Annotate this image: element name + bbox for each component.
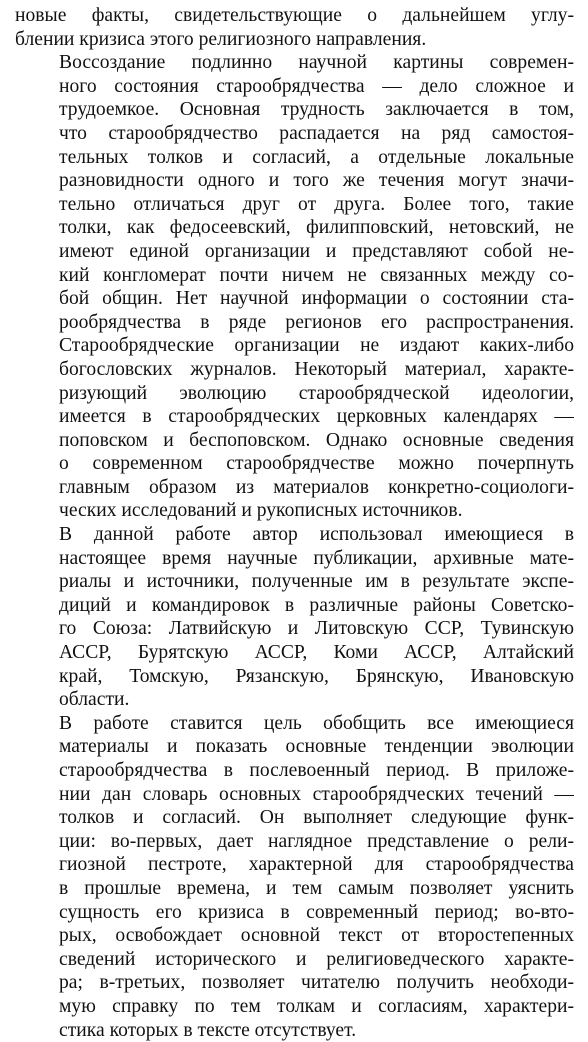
text-line: имеется в старообрядческих церковных календарях —	[59, 406, 574, 428]
text-line: трудоемкое. Основная трудность заключается в том,	[59, 99, 574, 121]
text-line: толки, как федосеевский, филипповский, нетовский, не	[59, 217, 574, 239]
text-line: ческих исследований и рукописных источников.	[59, 500, 463, 522]
text-line: гиозной пестроте, характерной для старообрядчества	[59, 854, 574, 876]
text-line: риалы и источники, полученные им в результате экспе-	[59, 571, 574, 593]
text-line: настоящее время научные публикации, архивные мате-	[59, 547, 574, 569]
text-line: в прошлые времена, и тем самым позволяет уяснить	[59, 877, 574, 899]
text-line: Старообрядческие организации не издают каких-либо	[59, 335, 574, 357]
text-line: области.	[59, 689, 130, 711]
text-line: ризующий эволюцию старообрядческой идеологии,	[59, 382, 574, 404]
text-line: край, Томскую, Рязанскую, Брянскую, Ивановскую	[59, 665, 574, 687]
text-line: диций и командировок в различные районы Советско-	[59, 594, 574, 616]
text-line: о современном старообрядчестве можно почерпнуть	[59, 453, 574, 475]
text-line: новые факты, свидетельствующие о дальнейшем углу-	[15, 5, 574, 26]
text-line: рых, освобождает основной текст от второстепенных	[59, 925, 574, 947]
text-line: сущность его кризиса в современный период; во-вто-	[59, 901, 574, 923]
text-line: Воссоздание подлинно научной картины современ-	[59, 52, 574, 74]
text-line: материалы и показать основные тенденции эволюции	[59, 736, 574, 758]
text-line: ного состояния старообрядчества — дело сложное и	[59, 75, 574, 97]
text-line: блении кризиса этого религиозного направления.	[15, 28, 427, 50]
text-line: старообрядчества в послевоенный период. В приложе-	[59, 760, 574, 781]
paragraph-2	[15, 51, 574, 523]
text-line: имеют единой организации и представляют собой не-	[59, 240, 574, 262]
text-line: го Союза: Латвийскую и Литовскую ССР, Тувинскую	[59, 618, 574, 640]
text-line: нии дан словарь основных старообрядческих течений —	[59, 783, 574, 805]
text-line: кий конгломерат почти ничем не связанных между со-	[59, 264, 574, 286]
text-line: В работе ставится цель обобщить все имеющиеся	[59, 712, 574, 734]
paragraph-3	[15, 523, 574, 712]
text-line: рообрядчества в ряде регионов его распространения.	[59, 311, 574, 333]
text-line: бой общин. Нет научной информации о состоянии ста-	[59, 288, 574, 310]
text-line: АССР, Бурятскую АССР, Коми АССР, Алтайский	[59, 642, 574, 664]
text-line: стика которых в тексте отсутствует.	[59, 1019, 357, 1041]
text-line: богословских журналов. Некоторый материал, характе-	[59, 358, 574, 380]
text-line: главным образом из материалов конкретно-социологи-	[59, 476, 574, 498]
text-line: разновидности одного и того же течения могут значи-	[59, 170, 574, 192]
text-line: поповском и беспоповском. Однако основные сведения	[59, 429, 574, 451]
text-line: мую справку по тем толкам и согласиям, характери-	[59, 995, 574, 1017]
paragraph-1	[15, 4, 574, 51]
text-line: ра; в-третьих, позволяет читателю получить необходи-	[59, 972, 574, 994]
paragraph-4	[15, 712, 574, 1042]
text-line: ции: во-первых, дает наглядное представление о рели-	[59, 830, 574, 852]
text-line: В данной работе автор использовал имеющиеся в	[59, 524, 574, 546]
text-line: тельных толков и согласий, а отдельные локальные	[59, 146, 574, 168]
text-line: тельно отличаться друг от друга. Более того, такие	[59, 193, 574, 215]
text-line: что старообрядчество распадается на ряд самостоя-	[59, 122, 574, 144]
text-line: толков и согласий. Он выполняет следующие функ-	[59, 807, 574, 829]
text-line: сведений исторического и религиоведческого характе-	[59, 948, 574, 970]
